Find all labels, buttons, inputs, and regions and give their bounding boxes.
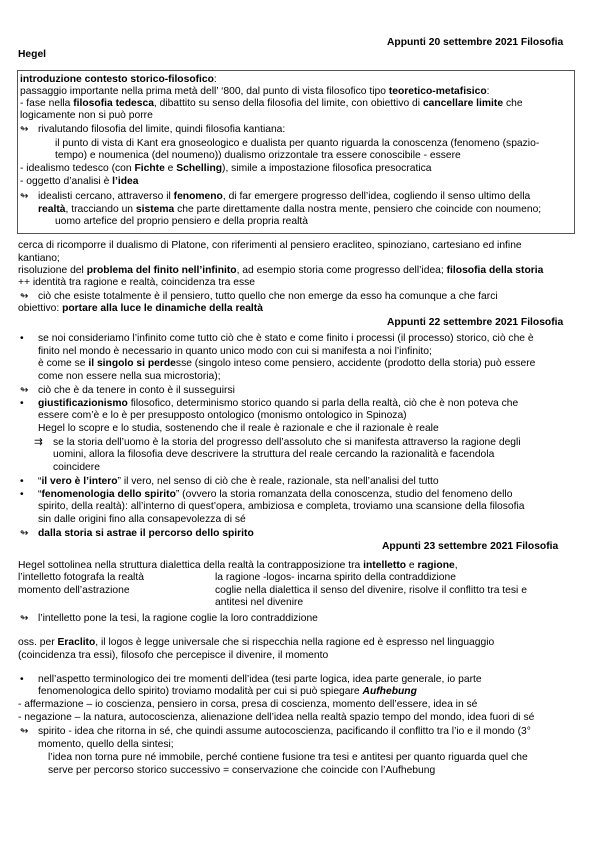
sec3-line: l’idea non torna pure né immobile, perché contiene fusione tra tesi e antitesi per quanto riguarda quel che <box>48 752 528 763</box>
sec3-line: fenomenologica dello spirito) troviamo modalità per cui si può spiegare Aufhebung <box>38 686 417 697</box>
intro-line: uomo artefice del proprio pensiero e della propria realtà <box>55 216 308 227</box>
sec2-line: spirito, della realtà): all’interno di quest’opera, ambiziosa e completa, troviamo una scansione della filosofia <box>38 501 525 512</box>
intro-line: realtà, tracciando un sistema che parte direttamente dalla nostra mente, pensiero che coincide con noumeno; <box>38 204 542 215</box>
sec3-line: spirito - idea che ritorna in sé, che quindi assume autocoscienza, pacificando il conflitto tra l’io e il mondo (3° <box>38 726 531 737</box>
intro-heading: introduzione contesto storico-filosofico <box>20 74 214 85</box>
curly-arrow-icon: ↬ <box>20 613 29 624</box>
document-title: Hegel <box>18 49 47 60</box>
sec2-line: come non essere nella sua microstoria); <box>38 371 221 382</box>
intro-arrow-item <box>20 191 30 203</box>
sec2-line: “fenomenologia dello spirito” (ovvero la storia romanzata della conoscenza, studio del fenomeno dello <box>38 489 513 500</box>
intro-line: - fase nella filosofia tedesca, dibattito su senso della filosofia del limite, con obiettivo di cancellare limite che <box>20 98 523 109</box>
mid-line: cerca di ricomporre il dualismo di Platone, con riferimenti al pensiero eracliteo, spinoziano, cartesiano ed infine <box>18 240 522 251</box>
sec2-line: giustificazionismo filosofico, determinismo storico quando si parla della realtà, ciò che è non poteva che <box>38 398 519 409</box>
mid-line: risoluzione del problema del finito nell’infinito, ad esempio storia come progresso dell’idea; filosofia della storia <box>18 265 544 276</box>
intro-line: logicamente non si può porre <box>20 110 153 121</box>
date-heading-3: Appunti 23 settembre 2021 Filosofia <box>382 541 559 552</box>
sec3-col1-line: l’intelletto fotografa la realtà <box>18 572 144 583</box>
sec2-arrow-item <box>20 385 30 397</box>
bullet-icon: • <box>20 674 24 685</box>
mid-line: kantiano; <box>18 253 60 264</box>
intro-line: - oggetto d’analisi è l’idea <box>20 176 139 187</box>
sec3-arrow-item <box>20 726 30 738</box>
sec2-line: dalla storia si astrae il percorso dello spirito <box>38 528 254 539</box>
sec3-col2-line: coglie nella dialettica il senso del divenire, risolve il conflitto tra tesi e <box>215 585 527 596</box>
bullet-icon: • <box>20 476 24 487</box>
mid-line: obiettivo: portare alla luce le dinamiche della realtà <box>18 303 263 314</box>
intro-line: idealisti cercano, attraverso il fenomeno, di far emergere progresso dell’idea, cogliendo il senso ultimo della <box>38 191 531 202</box>
sec3-col2-line: la ragione -logos- incarna spirito della contraddizione <box>215 572 456 583</box>
sec2-line: “il vero è l’intero” il vero, nel senso di ciò che è reale, razionale, sta nell’analisi del tutto <box>38 476 439 487</box>
intro-line: rivalutando filosofia del limite, quindi filosofia kantiana: <box>38 124 286 135</box>
curly-arrow-icon: ↬ <box>20 291 29 302</box>
sec2-line: ciò che è da tenere in conto è il susseguirsi <box>38 385 235 396</box>
sec3-line: oss. per Eraclito, il logos è legge universale che si rispecchia nella ragione ed è espresso nel linguaggio <box>18 637 495 648</box>
sec2-line: uomini, allora la filosofia deve descrivere la struttura del reale cercando la razionalità e facendola <box>53 449 495 460</box>
bullet-icon: • <box>20 333 24 344</box>
curly-arrow-icon: ↬ <box>20 385 29 396</box>
sec3-line: momento, quello della sintesi; <box>38 739 174 750</box>
bullet-icon: • <box>20 398 24 409</box>
sec3-col2-line: antitesi nel divenire <box>215 597 304 608</box>
bullet-icon: • <box>20 489 24 500</box>
mid-arrow-item <box>20 291 30 303</box>
sec3-col1-line: momento dell’astrazione <box>18 585 130 596</box>
sec3-line: - affermazione – io coscienza, pensiero in corsa, presa di coscienza, momento dell’essere, idea in sé <box>18 699 478 710</box>
date-heading-1: Appunti 20 settembre 2021 Filosofia <box>387 37 564 48</box>
sec2-line: se noi consideriamo l’infinito come tutto ciò che è stato e come finito i processi (il processo) storico, ciò che è <box>38 333 534 344</box>
sec3-line: Hegel sottolinea nella struttura dialettica della realtà la contrapposizione tra intelletto e ragione, <box>18 560 458 571</box>
sec2-line: finito nel mondo è necessario in quanto unico modo con cui si manifesta a noi l’infinito; <box>38 346 432 357</box>
sec2-line: è come se il singolo si perdesse (singolo inteso come pensiero, accidente (prodotto della storia) può essere <box>38 358 536 369</box>
curly-arrow-icon: ↬ <box>20 191 29 202</box>
intro-line: tempo) e noumenica (del noumeno)) dualismo orizzontale tra essere conoscibile - essere <box>55 150 461 161</box>
sec3-line: nell’aspetto terminologico dei tre momenti dell’idea (tesi parte logica, idea parte generale, io parte <box>38 674 482 685</box>
sec2-line: Hegel lo scopre e lo studia, sostenendo che il reale è razionale e che il razionale è reale <box>38 423 439 434</box>
sec3-line: l’intelletto pone la tesi, la ragione coglie la loro contraddizione <box>38 613 318 624</box>
mid-line: ++ identità tra ragione e realtà, coincidenza tra esse <box>18 277 255 288</box>
sec2-line: coincidere <box>53 462 100 473</box>
intro-line: il punto di vista di Kant era gnoseologico e dualista per quanto riguarda la conoscenza (fenomeno (spazio- <box>55 138 540 149</box>
curly-arrow-icon: ↬ <box>20 528 29 539</box>
intro-arrow-item <box>20 124 30 136</box>
sec2-line: sin dalle origini fino alla consapevolezza di sé <box>38 514 246 525</box>
sec3-line: (coincidenza tra essi), filosofo che percepisce il divenire, il momento <box>18 650 329 661</box>
sec3-line: - negazione – la natura, autocoscienza, alienazione dell’idea nella realtà spazio tempo del mondo, idea fuori di sé <box>18 712 535 723</box>
curly-arrow-icon: ↬ <box>20 726 29 737</box>
sec2-line: se la storia dell’uomo è la storia del progresso dell’assoluto che si manifesta attraverso la ragione degli <box>53 437 521 448</box>
intro-heading-line: introduzione contesto storico-filosofico: <box>20 74 217 85</box>
sec2-arrow-item <box>20 528 30 540</box>
intro-line: - idealismo tedesco (con Fichte e Schelling), simile a impostazione filosofica presocratica <box>20 163 432 174</box>
sec2-line: essere com’è e lo è per presupposto ontologico (monismo ontologico in Spinoza) <box>38 410 407 421</box>
sec3-arrow-item <box>20 613 30 625</box>
sec3-line: serve per percorso storico successivo = conservazione che coincide con l’Aufhebung <box>48 765 436 776</box>
double-arrow-icon: ⇉ <box>34 437 43 448</box>
mid-line: ciò che esiste totalmente è il pensiero, tutto quello che non emerge da esso ha comunque a che farci <box>38 291 498 302</box>
date-heading-2: Appunti 22 settembre 2021 Filosofia <box>387 317 564 328</box>
intro-line: passaggio importante nella prima metà dell’ ‘800, dal punto di vista filosofico tipo teoretico-metafisico: <box>20 86 490 97</box>
curly-arrow-icon: ↬ <box>20 124 29 135</box>
